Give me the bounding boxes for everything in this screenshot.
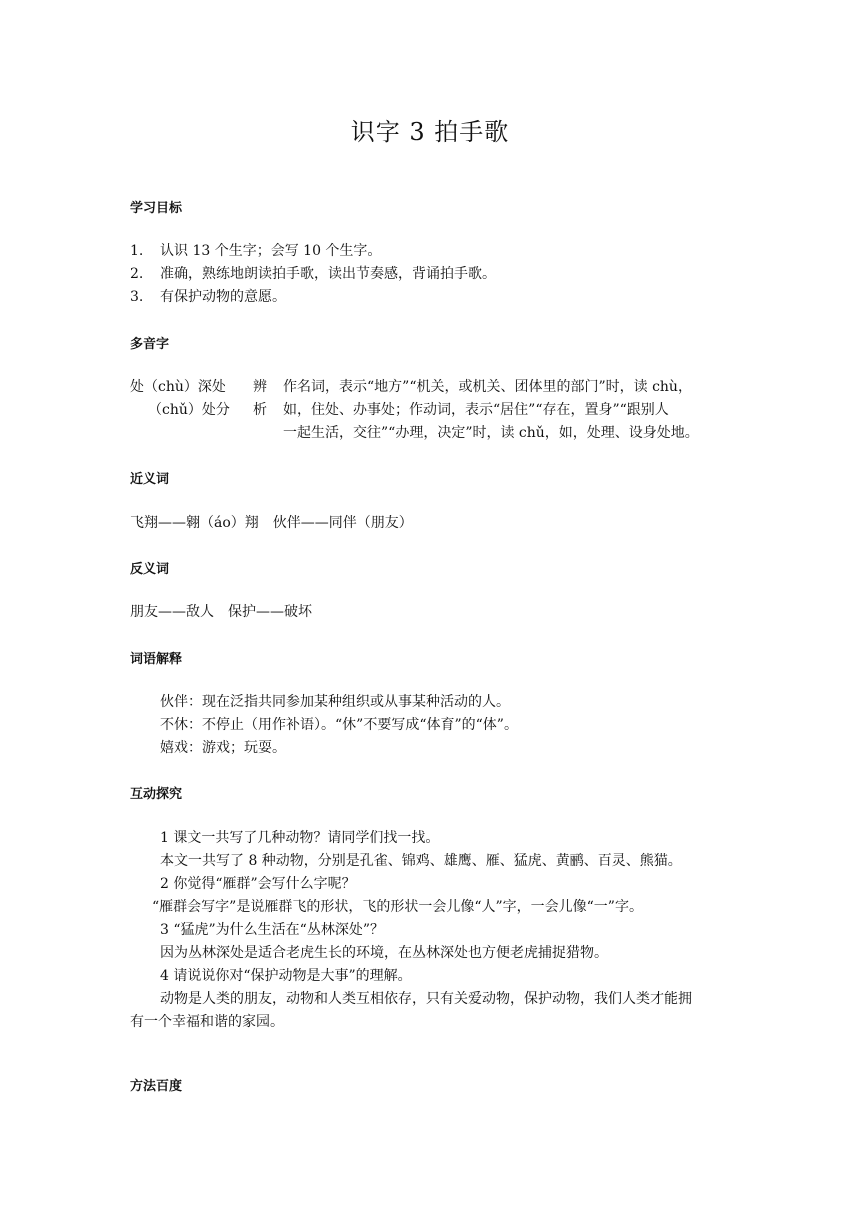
objective-text: 准确，熟练地朗读拍手歌，读出节奏感，背诵拍手歌。 bbox=[160, 266, 496, 282]
polyphone-label: 析 bbox=[253, 402, 267, 418]
explore-answer-continued: 有一个幸福和谐的家园。 bbox=[130, 1014, 284, 1030]
objective-item bbox=[130, 286, 286, 306]
polyphone-word: 处（chù）深处 bbox=[130, 379, 226, 395]
explore-answer: 本文一共写了 8 种动物，分别是孔雀、锦鸡、雄鹰、雁、猛虎、黄鹂、百灵、熊猫。 bbox=[160, 853, 682, 869]
polyphone-word: （chǔ）处分 bbox=[148, 402, 230, 418]
glossary-item: 嬉戏：游戏；玩耍。 bbox=[160, 740, 286, 756]
synonyms-text: 飞翔——翱（áo）翔 伙伴——同伴（朋友） bbox=[130, 515, 413, 531]
explore-answer: “雁群会写字”是说雁群飞的形状，飞的形状一会儿像“人”字，一会儿像“一”字。 bbox=[152, 899, 643, 915]
explore-heading: 互动探究 bbox=[130, 787, 183, 802]
glossary-item: 伙伴：现在泛指共同参加某种组织或从事某种活动的人。 bbox=[160, 694, 510, 710]
objective-text: 有保护动物的意愿。 bbox=[160, 289, 286, 305]
page-title: 识字 3 拍手歌 bbox=[350, 118, 510, 146]
objectives-heading: 学习目标 bbox=[130, 201, 183, 216]
explore-question: 2 你觉得“雁群”会写什么字呢？ bbox=[160, 876, 356, 892]
antonyms-text: 朋友——敌人 保护——破坏 bbox=[130, 604, 312, 620]
objective-number: 3. bbox=[130, 289, 144, 305]
objective-number: 1. bbox=[130, 243, 144, 259]
explore-question: 1 课文一共写了几种动物？请同学们找一找。 bbox=[160, 830, 440, 846]
polyphone-label: 辨 bbox=[253, 379, 267, 395]
objective-item bbox=[130, 263, 496, 283]
explore-answer: 动物是人类的朋友，动物和人类互相依存，只有关爱动物，保护动物，我们人类才能拥 bbox=[160, 991, 692, 1007]
objective-item bbox=[130, 240, 381, 260]
glossary-item: 不休：不停止（用作补语）。“休”不要写成“体育”的“体”。 bbox=[160, 717, 518, 733]
explore-question: 3 “猛虎”为什么生活在“丛林深处”？ bbox=[160, 922, 384, 938]
polyphone-explain-line: 一起生活，交往”“办理，决定”时，读 chǔ，如，处理、设身处地。 bbox=[283, 425, 699, 441]
objective-number: 2. bbox=[130, 266, 144, 282]
method-heading: 方法百度 bbox=[130, 1079, 183, 1094]
polyphone-explain-line: 如，住处、办事处；作动词，表示“居住”“存在，置身”“跟别人 bbox=[283, 402, 669, 418]
synonyms-heading: 近义词 bbox=[130, 472, 170, 487]
antonyms-heading: 反义词 bbox=[130, 562, 170, 577]
glossary-heading: 词语解释 bbox=[130, 652, 183, 667]
polyphone-explain-line: 作名词，表示“地方”“机关，或机关、团体里的部门”时，读 chù， bbox=[283, 379, 692, 395]
explore-answer: 因为丛林深处是适合老虎生长的环境，在丛林深处也方便老虎捕捉猎物。 bbox=[160, 945, 608, 961]
polyphone-heading: 多音字 bbox=[130, 337, 170, 352]
explore-question: 4 请说说你对“保护动物是大事”的理解。 bbox=[160, 968, 412, 984]
objective-text: 认识 13 个生字；会写 10 个生字。 bbox=[160, 243, 382, 259]
